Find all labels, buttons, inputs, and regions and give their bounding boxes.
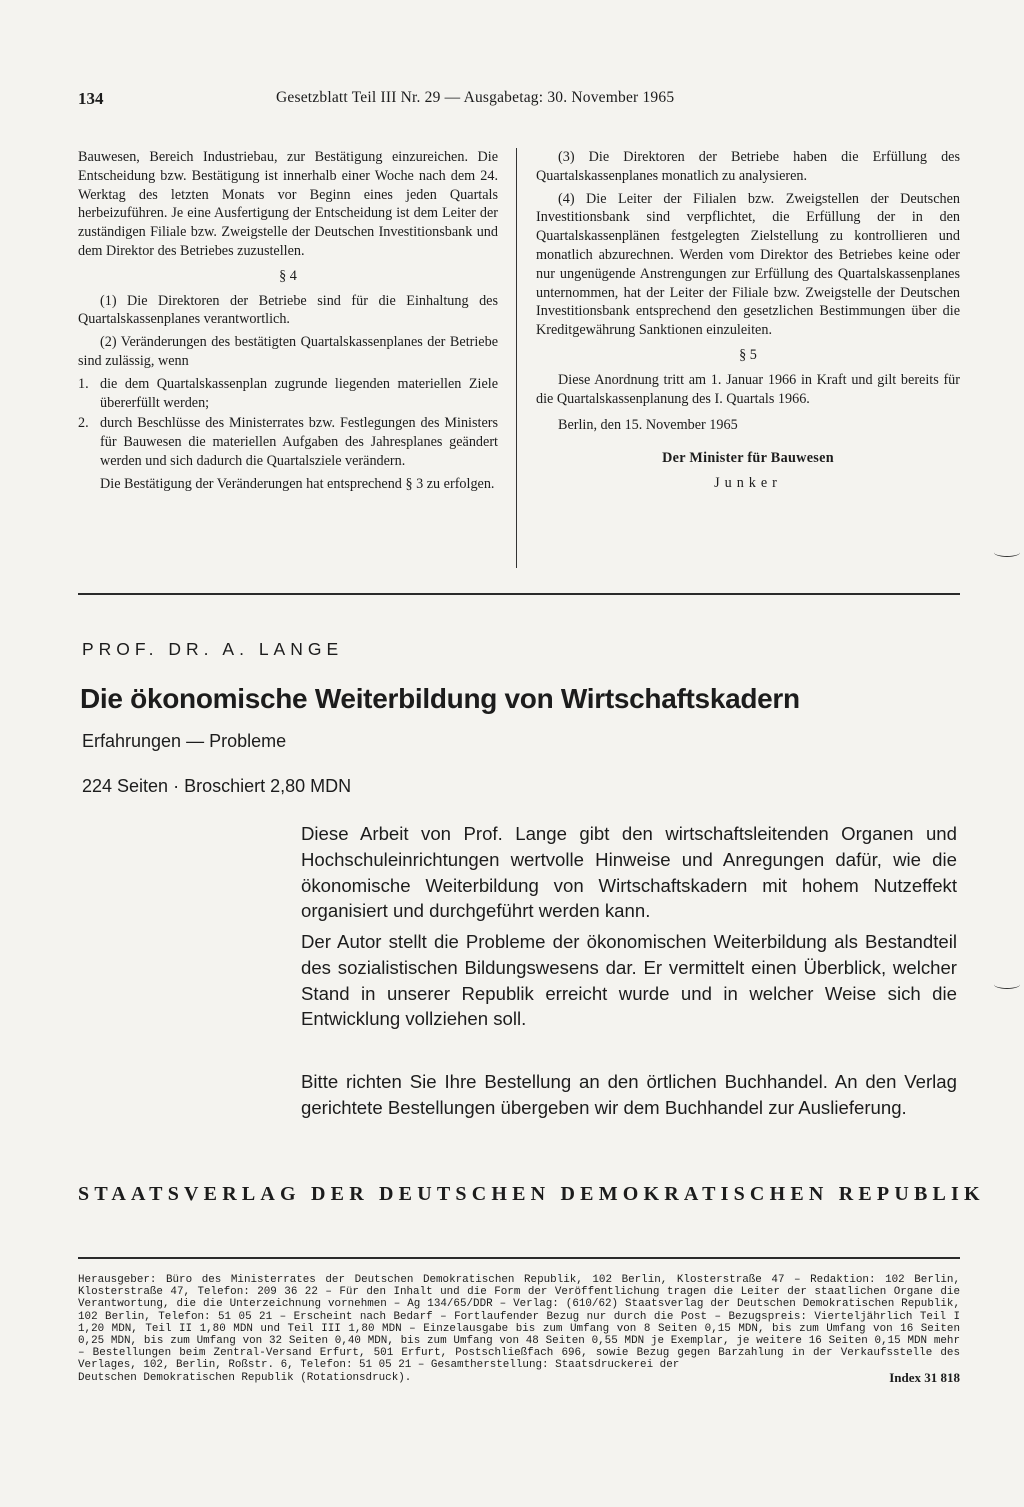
signer-title: Der Minister für Bauwesen [662, 450, 834, 467]
imprint-last-text: Deutschen Demokratischen Republik (Rotationsdruck). [78, 1371, 412, 1384]
publisher-name: STAATSVERLAG DER DEUTSCHEN DEMOKRATISCHEN REPUBLIK [78, 1183, 985, 1205]
imprint-last-line [78, 1369, 960, 1385]
imprint-divider [78, 1257, 960, 1259]
description-paragraph: Bitte richten Sie Ihre Bestellung an den örtlichen Buchhandel. An den Verlag gerichtete Bestellungen übergeben wir dem Buchhandel zur Auslieferung. [301, 1071, 957, 1118]
book-title: Die ökonomische Weiterbildung von Wirtschaftskadern [80, 683, 800, 714]
running-title: Gesetzblatt Teil III Nr. 29 — Ausgabetag: 30. November 1965 [276, 89, 675, 106]
description-paragraph: Der Autor stellt die Probleme der ökonomischen Weiterbildung als Bestandteil des sozialistischen Bildungswesens dar. Er vermittelt einen Überblick, welcher Stand in unserer Republik erreicht wurde und in welcher Weise sich die Entwicklung vollziehen soll. [301, 931, 957, 1030]
section-heading: § 5 [739, 346, 757, 363]
order-note [301, 1069, 957, 1121]
list-item-number: 2. [78, 415, 89, 432]
column-divider [516, 148, 517, 568]
right-column [536, 148, 960, 497]
conditions-list [78, 375, 498, 471]
book-description-1 [301, 821, 957, 924]
list-item [78, 375, 498, 413]
book-description-2 [301, 929, 957, 1032]
description-paragraph: Diese Arbeit von Prof. Lange gibt den wirtschaftsleitenden Organen und Hochschuleinrichtungen wertvolle Hinweise und Anregungen dafür, wie die ökonomische Weiterbildung von Wirtschaftskadern mit hohem Nutzeffekt organisiert und durchgeführt werden kann. [301, 823, 957, 922]
signer-name: Junker [714, 474, 782, 491]
paragraph: Bauwesen, Bereich Industriebau, zur Bestätigung einzureichen. Die Entscheidung bzw. Bestätigung ist innerhalb einer Woche nach dem 24. Werktag des letzten Monats vor Beginn eines jeden Quartals herbeizuführen. Je eine Ausfertigung der Entscheidung ist dem Leiter der zuständigen Filiale bzw. Zweigstelle der Deutschen Investitionsbank und dem Direktor des Betriebes zuzustellen. [78, 149, 498, 259]
book-info: 224 Seiten · Broschiert 2,80 MDN [82, 776, 352, 796]
left-column [78, 148, 498, 498]
imprint-text: Herausgeber: Büro des Ministerrates der Deutschen Demokratischen Republik, 102 Berlin, Klosterstraße 47 – Redaktion: 102 Berlin, Klosterstraße 47, Telefon: 209 36 22 – Für den Inhalt und die Form der Veröffentlichung tragen die Leiter der staatlichen Organe die Verantwortung, die die Unterzeichnung vornehmen – Ag 134/65/DDR – Verlag: (610/62) Staatsverlag der Deutschen Demokratischen Republik, 102 Berlin, Telefon: 51 05 21 – Erscheint nach Bedarf – Fortlaufender Bezug nur durch die Post – Bezugspreis: Vierteljährlich Teil I 1,20 MDN, Teil II 1,80 MDN und Teil III 1,80 MDN – Einzelausgabe bis zum Umfang von 8 Seiten 0,15 MDN, bis zum Umfang von 16 Seiten 0,25 MDN, bis zum Umfang von 32 Seiten 0,40 MDN, bis zum Umfang von 48 Seiten 0,55 MDN je Exemplar, je weitere 16 Seiten 0,15 MDN mehr – Bestellungen beim Zentral-Versand Erfurt, 501 Erfurt, Postschließfach 696, sowie Bezug gegen Barzahlung in der Verkaufsstelle des Verlages, 102, Berlin, Roßstr. 6, Telefon: 51 05 21 – Gesamtherstellung: Staatsdruckerei der [78, 1274, 960, 1372]
paragraph: (4) Die Leiter der Filialen bzw. Zweigstellen der Deutschen Investitionsbank sind verpflichtet, die Erfüllung der in den Quartalskassenplänen festgelegten Zielstellung zu kontrollieren und monatlich abzurechnen. Werden vom Direktor des Betriebes keine oder nur ungenügende Anstrengungen zur Erfüllung des Quartalskassenplanes unternommen, hat der Leiter der Filiale bzw. Zweigstelle der Deutschen Investitionsbank entsprechend den gesetzlichen Bestimmungen über die Kreditgewährung Sanktionen einzuleiten. [536, 190, 960, 339]
date-line: Berlin, den 15. November 1965 [558, 417, 738, 434]
page-number: 134 [78, 89, 104, 108]
list-item-text: die dem Quartalskassenplan zugrunde liegenden materiellen Ziele übererfüllt werden; [100, 375, 498, 411]
book-subtitle: Erfahrungen — Probleme [82, 731, 287, 751]
list-item [78, 414, 498, 470]
section-heading: § 4 [279, 267, 297, 284]
margin-mark [994, 548, 1020, 557]
paragraph: (2) Veränderungen des bestätigten Quartalskassenplanes der Betriebe sind zulässig, wenn [78, 334, 498, 369]
index-number: Index 31 818 [889, 1369, 960, 1385]
section-divider [78, 593, 960, 595]
list-item-text: durch Beschlüsse des Ministerrates bzw. Festlegungen des Ministers für Bauwesen die materiellen Aufgaben des Jahresplanes geändert werden und sich dadurch die Quartalsziele verändern. [100, 415, 498, 469]
book-author: PROF. DR. A. LANGE [82, 639, 344, 659]
margin-mark [994, 980, 1020, 989]
paragraph: Diese Anordnung tritt am 1. Januar 1966 in Kraft und gilt bereits für die Quartalskassenplanung des I. Quartals 1966. [536, 371, 960, 407]
paragraph: (1) Die Direktoren der Betriebe sind für die Einhaltung des Quartalskassenplanes verantwortlich. [78, 292, 498, 328]
imprint [78, 1274, 960, 1384]
paragraph: (3) Die Direktoren der Betriebe haben die Erfüllung des Quartalskassenplanes monatlich zu analysieren. [536, 149, 960, 184]
list-item-number: 1. [78, 375, 89, 392]
paragraph: Die Bestätigung der Veränderungen hat entsprechend § 3 zu erfolgen. [100, 475, 495, 492]
